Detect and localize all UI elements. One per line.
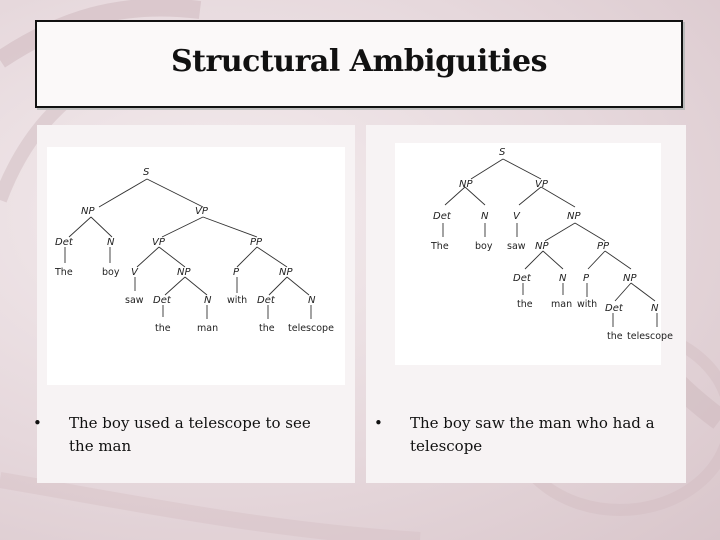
right-node-np3: NP bbox=[535, 241, 549, 252]
right-node-np4: NP bbox=[623, 273, 637, 284]
right-panel bbox=[366, 125, 686, 483]
bullet-dot-icon: • bbox=[33, 414, 42, 432]
left-node-np: NP bbox=[81, 206, 95, 217]
right-word-the1: The bbox=[431, 241, 449, 252]
right-node-np2: NP bbox=[567, 211, 581, 222]
right-parse-tree bbox=[395, 143, 673, 365]
left-node-n3: N bbox=[308, 295, 316, 306]
right-word-with: with bbox=[577, 299, 598, 310]
left-node-n1: N bbox=[107, 237, 115, 248]
left-node-pp: PP bbox=[250, 237, 263, 248]
left-word-the3: the bbox=[259, 323, 275, 334]
right-word-boy: boy bbox=[475, 241, 493, 252]
bullet-dot-icon: • bbox=[374, 414, 383, 432]
left-parse-tree bbox=[47, 147, 345, 385]
right-bullet bbox=[374, 412, 674, 458]
left-panel bbox=[33, 125, 355, 483]
right-word-the3: the bbox=[607, 331, 623, 342]
right-node-n2: N bbox=[559, 273, 567, 284]
left-word-saw: saw bbox=[125, 295, 144, 306]
left-node-det3: Det bbox=[257, 295, 275, 306]
left-bullet-text: The boy used a telescope to see the man bbox=[69, 414, 311, 455]
left-node-p: P bbox=[233, 267, 240, 278]
right-word-man: man bbox=[551, 299, 573, 310]
right-parse-tree-svg bbox=[395, 143, 673, 365]
left-word-boy: boy bbox=[102, 267, 120, 278]
right-node-vp: VP bbox=[535, 179, 548, 190]
title-box bbox=[35, 20, 683, 108]
right-bullet-text: The boy saw the man who had a telescope bbox=[410, 414, 655, 455]
right-node-det1: Det bbox=[433, 211, 451, 222]
left-parse-tree-svg bbox=[47, 147, 345, 385]
left-word-with: with bbox=[227, 295, 248, 306]
left-word-the2: the bbox=[155, 323, 171, 334]
left-bullet bbox=[33, 412, 333, 458]
right-node-p: P bbox=[583, 273, 590, 284]
slide-title: Structural Ambiguities bbox=[171, 44, 547, 79]
right-node-pp: PP bbox=[597, 241, 610, 252]
right-node-det2: Det bbox=[513, 273, 531, 284]
right-word-saw: saw bbox=[507, 241, 526, 252]
right-node-v: V bbox=[513, 211, 520, 222]
left-node-vp2: VP bbox=[152, 237, 165, 248]
left-node-np3: NP bbox=[279, 267, 293, 278]
right-node-n3: N bbox=[651, 303, 659, 314]
left-node-v: V bbox=[131, 267, 138, 278]
left-node-np2: NP bbox=[177, 267, 191, 278]
right-word-telescope: telescope bbox=[627, 331, 673, 342]
right-node-np: NP bbox=[459, 179, 473, 190]
left-word-telescope: telescope bbox=[288, 323, 334, 334]
left-node-det1: Det bbox=[55, 237, 73, 248]
left-node-vp: VP bbox=[195, 206, 208, 217]
right-node-s: S bbox=[499, 147, 506, 158]
left-node-s: S bbox=[143, 167, 150, 178]
left-word-man: man bbox=[197, 323, 219, 334]
right-node-det3: Det bbox=[605, 303, 623, 314]
left-node-det2: Det bbox=[153, 295, 171, 306]
right-word-the2: the bbox=[517, 299, 533, 310]
right-node-n1: N bbox=[481, 211, 489, 222]
left-word-the1: The bbox=[55, 267, 73, 278]
left-node-n2: N bbox=[204, 295, 212, 306]
